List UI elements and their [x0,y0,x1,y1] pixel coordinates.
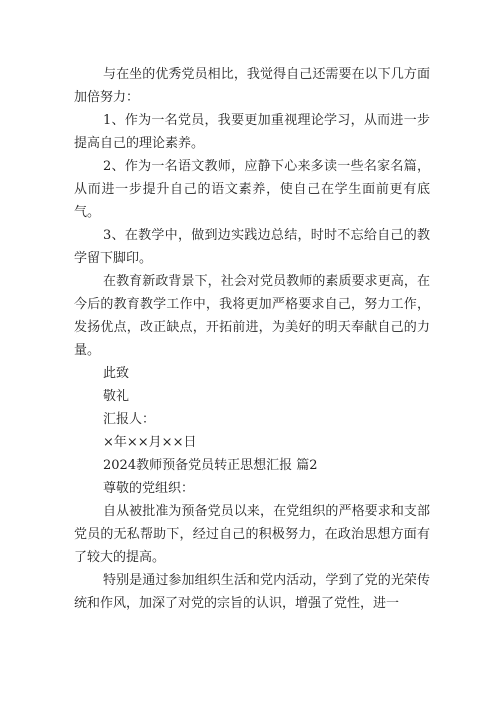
closing-date: ×年××月××日 [103,435,197,450]
closing-reporter: 汇报人： [103,412,156,427]
paragraph-point-1: 1、作为一名党员，我要更加重视理论学习，从而进一步提高自己的理论素养。 [74,113,430,151]
paragraph-intro: 与在坐的优秀党员相比，我觉得自己还需要在以下几方面加倍努力： [74,67,430,105]
paragraph-body2-1: 自从被批准为预备党员以来，在党组织的严格要求和支部党员的无私帮助下，经过自己的积极努力，在政治思想方面有了较大的提高。 [74,504,430,565]
paragraph-conclusion: 在教育新政背景下，社会对党员教师的素质要求更高，在今后的教育教学工作中，我将更加严格要求自己，努力工作，发扬优点，改正缺点，开拓前进，为美好的明天奉献自己的力量。 [74,274,430,358]
paragraph-point-3: 3、在教学中，做到边实践边总结，时时不忘给自己的教学留下脚印。 [74,228,430,266]
greeting: 尊敬的党组织： [103,481,195,496]
document-body [74,63,430,615]
closing-respect: 敬礼 [103,389,130,404]
section-title: 2024教师预备党员转正思想汇报 篇2 [103,458,318,473]
paragraph-point-2: 2、作为一名语文教师，应静下心来多读一些名家名篇，从而进一步提升自己的语文素养，使自己在学生面前更有底气。 [74,159,430,220]
paragraph-body2-2: 特别是通过参加组织生活和党内活动，学到了党的光荣传统和作风，加深了对党的宗旨的认识，增强了党性，进一 [74,573,430,611]
closing-salute: 此致 [103,366,130,381]
